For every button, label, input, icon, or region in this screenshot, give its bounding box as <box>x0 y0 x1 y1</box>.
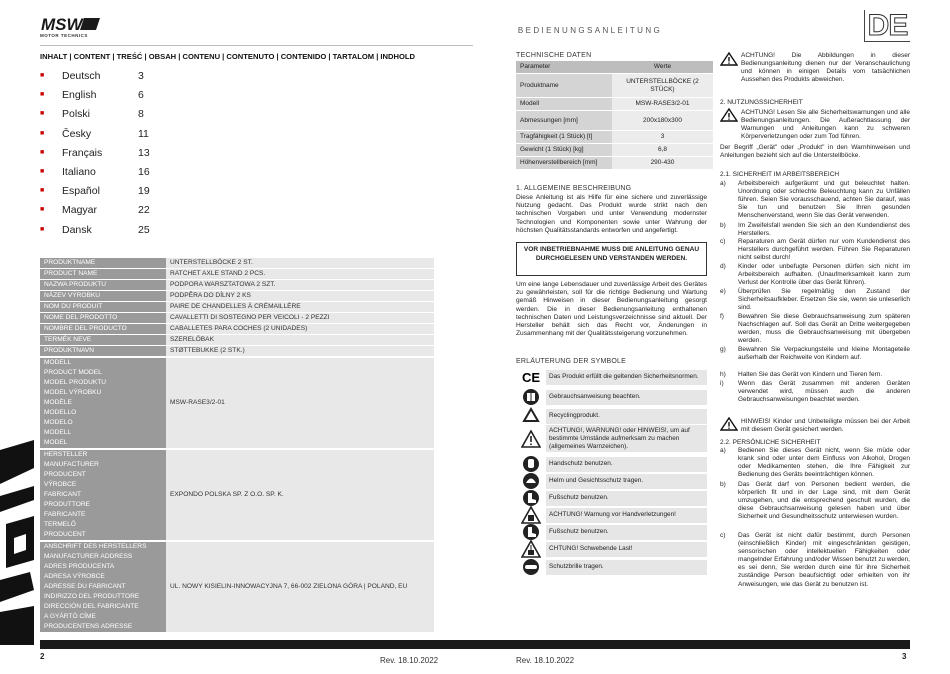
symbol-text: Handschutz benutzen. <box>546 457 707 472</box>
table-key: VÝROBCE <box>44 481 77 488</box>
table-value: CABALLETES PARA COCHES (2 UNIDADES) <box>166 324 434 335</box>
list-text: Bedienen Sie dieses Gerät nicht, wenn Sie müde oder krank sind oder unter dem Einfluss von Alkohol, Drogen oder Medikamenten stehen, die Ihre Fähigkeit zur Bedienung des Geräts beeinträchtigen können. <box>738 447 910 479</box>
symbol-text: Schutzbrille tragen. <box>546 560 707 575</box>
toc-page: 25 <box>138 223 150 236</box>
ce-mark-icon <box>516 368 546 386</box>
table-value: UNTERSTELLBÖCKE 2 ST. <box>166 258 434 269</box>
list-text: Das Gerät ist nicht dafür bestimmt, durch Personen (einschließlich Kinder) mit eingeschränkten geistigen, sensorischen oder intellektuellen Fähigkeiten oder mangelnder Erfahrung und/oder Wissen benutzt zu werden, es sei denn, Sie werden durch eine für ihre Sicherheit zuständige Person beaufsichtigt oder erhielten von ihr Anweisungen, wie das Gerät zu benutzen ist. <box>738 532 910 588</box>
term-definition: Der Begriff „Gerät" oder „Produkt" in den Warnhinweisen und Anleitungen bezieht sich auf die Unterstellböcke. <box>720 144 910 160</box>
toc-title: INHALT | CONTENT | TREŚĆ | OBSAH | CONTENU | CONTENUTO | CONTENIDO | TARTALOM | INDHOLD <box>40 52 416 61</box>
symbol-row <box>516 472 707 490</box>
list-letter: c) <box>720 238 726 245</box>
table-key: PRODUKTNAME <box>40 258 166 269</box>
list-text: Bewahren Sie diese Gebrauchsanweisung zum späteren Nachschlagen auf. Soll das Gerät an Dritte weitergegeben werden, muss die Gebrauchsanweisung mit übergeben werden. <box>738 313 910 345</box>
goggles-icon <box>516 558 546 576</box>
toc-item <box>40 70 160 86</box>
table-key: MODEL PRODUKTU <box>44 379 107 386</box>
table-value: PODPĚRA DO DÍLNY 2 KS <box>166 291 434 302</box>
hand-warning-icon <box>516 506 546 524</box>
table-value-maker: EXPONDO POLSKA SP. Z O.O. SP. K. <box>166 449 434 541</box>
toc-language: English <box>62 89 97 102</box>
symbol-row <box>516 558 707 576</box>
table-key: PRODUKTNAVN <box>40 346 166 358</box>
bullet-icon: ■ <box>40 72 45 79</box>
table-key: ADRESSE DU FABRICANT <box>44 583 126 590</box>
toc-language: Česky <box>62 127 92 140</box>
warning-triangle-icon <box>516 430 546 448</box>
manual-icon <box>516 388 546 406</box>
spec-row <box>516 144 713 157</box>
list-text: Im Zweifelsfall wenden Sie sich an den Kundendienst des Herstellers. <box>738 222 910 238</box>
symbol-text: Das Produkt erfüllt die geltenden Sicherheitsnormen. <box>546 370 707 385</box>
symbols-heading: ERLÄUTERUNG DER SYMBOLE <box>516 358 627 365</box>
toc-page: 8 <box>138 108 144 121</box>
toc-item <box>40 204 160 220</box>
hinweis-text: HINWEIS! Kinder und Unbeteiligte müssen bei der Arbeit mit diesem Gerät gesichert werden. <box>741 418 910 434</box>
list-text: Wenn das Gerät zusammen mit anderen Geräten verwendet wird, müssen auch die anderen Gebrauchsanweisungen beachtet werden. <box>738 380 910 404</box>
list-letter: h) <box>720 371 726 378</box>
safety-heading: 2. NUTZUNGSSICHERHEIT <box>720 99 803 106</box>
table-key: PRODUCENT <box>44 531 86 538</box>
table-row-maker <box>40 449 434 541</box>
table-key: MODEL <box>44 439 68 446</box>
suspended-load-icon <box>516 540 546 558</box>
toc-item <box>40 108 160 124</box>
table-row <box>40 291 434 302</box>
symbol-text: Fußschutz benutzen. <box>546 525 707 540</box>
table-value: RATCHET AXLE STAND 2 PCS. <box>166 269 434 280</box>
helmet-icon <box>516 472 546 490</box>
list-letter: d) <box>720 263 726 270</box>
table-key: INDIRIZZO DEL PRODUTTORE <box>44 593 140 600</box>
side-brand-graphic <box>0 440 34 645</box>
spec-value: UNTERSTELLBÖCKE (2 STÜCK) <box>612 74 713 98</box>
list-letter: b) <box>720 481 726 488</box>
general-heading: 1. ALLGEMEINE BESCHREIBUNG <box>516 185 632 192</box>
toc-page: 16 <box>138 166 150 178</box>
table-key: MANUFACTURER <box>44 461 99 468</box>
toc-page: 6 <box>138 89 144 102</box>
table-key: MODELO <box>44 419 73 426</box>
symbol-text: ACHTUNG! Warnung vor Handverletzungen! <box>546 508 707 523</box>
symbol-text: Helm und Gesichtsschutz tragen. <box>546 474 707 489</box>
table-row <box>40 280 434 291</box>
table-row-model <box>40 357 434 449</box>
spec-param: Abmessungen [mm] <box>516 111 612 131</box>
footer-bar <box>40 640 910 649</box>
recycling-icon <box>516 407 546 425</box>
table-value-address: UL. NOWY KISIELIN-INNOWACYJNA 7, 66-002 ZIELONA GÓRA | POLAND, EU <box>166 541 434 633</box>
bullet-icon: ■ <box>40 148 45 156</box>
table-value: PODPORA WARSZTATOWA 2 SZT. <box>166 280 434 291</box>
list-letter: f) <box>720 313 724 320</box>
toc-item <box>40 185 160 201</box>
table-row <box>40 335 434 346</box>
table-value: SZERELŐBAK <box>166 335 434 346</box>
table-key: TERMÉK NEVE <box>40 335 166 346</box>
toc-item <box>40 147 160 163</box>
revision-left: Rev. 18.10.2022 <box>380 656 439 665</box>
symbol-text: CHTUNG! Schwebende Last! <box>546 542 707 557</box>
symbol-text: ACHTUNG!, WARNUNG! oder HINWEIS!, um auf bestimmte Umstände aufmerksam zu machen (allgemeines Warnzeichen). <box>546 425 707 452</box>
table-row <box>40 313 434 324</box>
spec-value: 6,8 <box>612 144 713 157</box>
table-row <box>40 324 434 335</box>
symbol-row <box>516 506 707 524</box>
toc-page: 3 <box>138 70 144 82</box>
table-key: HERSTELLER <box>44 451 88 458</box>
table-key: NOM DU PRODUIT <box>40 302 166 313</box>
header-rule <box>40 45 473 46</box>
spec-param: Tragfähigkeit (1 Stück) [t] <box>516 131 612 144</box>
symbol-row <box>516 388 707 406</box>
spec-row <box>516 131 713 144</box>
spec-header-row <box>516 61 713 74</box>
table-key: NOME DEL PRODOTTO <box>40 313 166 324</box>
toc-language: Español <box>62 185 100 198</box>
specs-heading: TECHNISCHE DATEN <box>516 52 592 59</box>
list-letter: a) <box>720 447 726 454</box>
table-key: PRODUTTORE <box>44 501 91 508</box>
table-keys-maker <box>40 449 166 541</box>
table-key: MODELL <box>44 429 72 436</box>
svg-text:CE: CE <box>522 370 541 385</box>
table-key: MANUFACTURER ADDRESS <box>44 553 133 560</box>
warning-triangle-icon <box>720 52 738 66</box>
toc-language: Italiano <box>62 166 96 178</box>
spec-value: 200x180x300 <box>612 111 713 131</box>
toc-language: Français <box>62 146 103 159</box>
table-key: MODÈLE <box>44 399 72 406</box>
symbol-row <box>516 425 707 452</box>
list-text: Überprüfen Sie regelmäßig den Zustand der Sicherheitsaufkleber. Ersetzen Sie sie, wenn sie unleserlich sind. <box>738 288 910 312</box>
warning-triangle-icon <box>720 108 738 122</box>
bullet-icon: ■ <box>40 91 45 99</box>
language-badge: DE <box>864 10 910 42</box>
illustration-notice: ACHTUNG! Die Abbildungen in dieser Bedienungsanleitung dienen nur der Veranschaulichung und können in einigen Details vom tatsächlichen Aussehen des Produkts abweichen. <box>741 52 910 84</box>
symbol-text: Recyclingprodukt. <box>546 409 707 424</box>
symbol-row <box>516 455 707 473</box>
page-number-right: 3 <box>902 652 907 661</box>
bullet-icon: ■ <box>40 187 45 195</box>
list-text: Das Gerät darf von Personen bedient werden, die körperlich fit und in der Lage sind, mit dem Gerät umzugehen, und die entsprechend geschult wurden, die diese Gebrauchsanweisung gelesen haben und über Sicherheit und Gesundheitsschutz unterwiesen wurden. <box>738 481 910 521</box>
spec-param: Höhenverstellbereich [mm] <box>516 157 612 170</box>
table-row <box>40 302 434 313</box>
gloves-icon <box>516 455 546 473</box>
spec-row <box>516 111 713 131</box>
toc-page: 22 <box>138 204 150 217</box>
table-key: MODELLO <box>44 409 77 416</box>
list-letter: e) <box>720 288 726 295</box>
table-key: NÁZEV VÝROBKU <box>40 291 166 302</box>
symbol-row <box>516 407 707 425</box>
spec-param: Produktname <box>516 74 612 98</box>
toc-item <box>40 166 160 182</box>
toc-language: Polski <box>62 108 91 121</box>
spec-header-value: Werte <box>612 61 713 74</box>
list-letter: i) <box>720 380 724 387</box>
table-key: FABRICANTE <box>44 511 86 518</box>
spec-param: Modell <box>516 98 612 111</box>
spec-value: 3 <box>612 131 713 144</box>
table-value-model: MSW-RASE3/2-01 <box>166 357 434 449</box>
table-key: FABRICANT <box>44 491 82 498</box>
general-paragraph-2: Um eine lange Lebensdauer und zuverlässige Arbeit des Gerätes zu gewährleisten, soll für die richtige Bedienung und Wartung gemäß Hinweisen in dieser Bedienungsanleitung gesorgt werden. Die in dieser Bedienungsanleitung enthaltenen technischen Daten und Leistungsverzeichnisse sind aktuell. Der Hersteller behält sich das Recht vor, Änderungen in Zusammenhang mit der Qualitätssteigerung vorzunehmen. <box>516 281 707 338</box>
bullet-icon: ■ <box>40 206 45 214</box>
table-row <box>40 258 434 269</box>
document-title: BEDIENUNGSANLEITUNG <box>517 26 663 35</box>
table-keys-model <box>40 357 166 449</box>
table-key: PRODUCENT <box>44 471 86 478</box>
list-text: Reparaturen am Gerät dürfen nur vom Kundendienst des Herstellers durchgeführt werden. Führen Sie Reparaturen nicht selbst durch! <box>738 238 910 262</box>
safety-warning-text: ACHTUNG! Lesen Sie alle Sicherheitswarnungen und alle Bedienungsanleitungen. Die Außerachtlassung der Warnungen und Anleitungen kann zu schweren Körperverletzungen oder zum Tod führen. <box>741 109 910 141</box>
toc-page: 19 <box>138 185 150 198</box>
table-value: STØTTEBUKKE (2 STK.) <box>166 346 434 358</box>
toc-page: 11 <box>138 127 149 140</box>
list-text: Halten Sie das Gerät von Kindern und Tieren fern. <box>738 371 883 378</box>
bullet-icon: ■ <box>40 225 45 233</box>
table-key: ADRESA VÝROBCE <box>44 573 105 580</box>
table-row <box>40 346 434 358</box>
bullet-icon: ■ <box>40 110 45 118</box>
toc-page: 13 <box>138 146 150 159</box>
page-number-left: 2 <box>40 652 45 661</box>
toc-item <box>40 89 160 105</box>
symbol-row <box>516 523 707 541</box>
list-letter: c) <box>720 532 726 539</box>
table-key: ANSCHRIFT DES HERSTELLERS <box>44 543 147 550</box>
spec-row <box>516 157 713 170</box>
symbol-row <box>516 489 707 507</box>
table-value: CAVALLETTI DI SOSTEGNO PER VEICOLI - 2 PEZZI <box>166 313 434 324</box>
warning-triangle-icon <box>720 417 738 431</box>
boots-icon <box>516 489 546 507</box>
svg-text:MSW: MSW <box>41 15 83 34</box>
list-letter: b) <box>720 222 726 229</box>
bullet-icon: ■ <box>40 168 45 175</box>
spec-row <box>516 98 713 111</box>
list-letter: a) <box>720 180 726 187</box>
boots-icon <box>516 523 546 541</box>
list-text: Kinder oder unbefugte Personen dürfen sich nicht im Arbeitsbereich aufhalten. (Unaufmerksamkeit kann zum Verlust der Kontrolle über das Gerät führen). <box>738 263 910 287</box>
symbol-text: Gebrauchsanweisung beachten. <box>546 390 707 405</box>
logo-subtitle: MOTOR TECHNICS <box>40 33 88 38</box>
table-key: NAZWA PRODUKTU <box>40 280 166 291</box>
spec-value: MSW-RASE3/2-01 <box>612 98 713 111</box>
spec-header-param: Parameter <box>516 61 612 74</box>
toc-item <box>40 128 160 144</box>
toc-item <box>40 224 160 240</box>
general-paragraph-1: Diese Anleitung ist als Hilfe für eine sichere und zuverlässige Nutzung gedacht. Das Produkt wurde strikt nach den technischen Vorgaben und unter Verwendung modernster Technologien und Komponenten sowie unter Wahrung der höchsten Qualitätsstandards entworfen und angefertigt. <box>516 194 707 234</box>
table-key: NOMBRE DEL PRODUCTO <box>40 324 166 335</box>
table-key: A GYÁRTÓ CÍME <box>44 613 96 620</box>
symbol-row <box>516 540 707 558</box>
table-key: TERMELŐ <box>44 521 76 528</box>
spec-param: Gewicht (1 Stück) [kg] <box>516 144 612 157</box>
table-key: MODEL VÝROBKU <box>44 389 102 396</box>
spec-value: 290-430 <box>612 157 713 170</box>
table-key: PRODUCENTENS ADRESSE <box>44 623 133 630</box>
bullet-icon: ■ <box>40 129 45 137</box>
workarea-heading: 2.1. SICHERHEIT IM ARBEITSBEREICH <box>720 171 840 178</box>
list-letter: g) <box>720 346 726 353</box>
table-row <box>40 269 434 280</box>
list-text: Bewahren Sie Verpackungsteile und kleine Montageteile außerhalb der Reichweite von Kindern auf. <box>738 346 910 362</box>
table-row-address <box>40 541 434 633</box>
table-key: MODELL <box>44 359 72 366</box>
table-value: PAIRE DE CHANDELLES À CRÉMAILLÈRE <box>166 302 434 313</box>
table-key: ADRES PRODUCENTA <box>44 563 115 570</box>
toc-language: Magyar <box>62 204 98 217</box>
table-key: DIRECCIÓN DEL FABRICANTE <box>44 603 139 610</box>
list-text: Arbeitsbereich aufgeräumt und gut beleuchtet halten. Unordnung oder schlechte Beleuchtung kann zu Unfällen führen. Seien Sie vorausschauend, achten Sie darauf, was Sie tun und benutzen Sie Ihren gesunden Menschenverstand, wenn Sie das Gerät verwenden. <box>738 180 910 220</box>
symbol-text: Fußschutz benutzen. <box>546 491 707 506</box>
revision-right: Rev. 18.10.2022 <box>516 656 575 665</box>
toc-language: Dansk <box>62 223 92 236</box>
symbol-row <box>516 368 707 386</box>
spec-row <box>516 74 713 98</box>
product-info-table <box>40 258 434 634</box>
specs-table <box>516 61 713 170</box>
table-key: PRODUCT NAME <box>40 269 166 280</box>
read-manual-warning: VOR INBETRIEBNAHME MUSS DIE ANLEITUNG GENAU DURCHGELESEN UND VERSTANDEN WERDEN. <box>516 242 707 276</box>
personal-safety-heading: 2.2. PERSÖNLICHE SICHERHEIT <box>720 439 821 446</box>
table-key: PRODUCT MODEL <box>44 369 102 376</box>
toc-language: Deutsch <box>62 70 101 82</box>
table-keys-address <box>40 541 166 633</box>
